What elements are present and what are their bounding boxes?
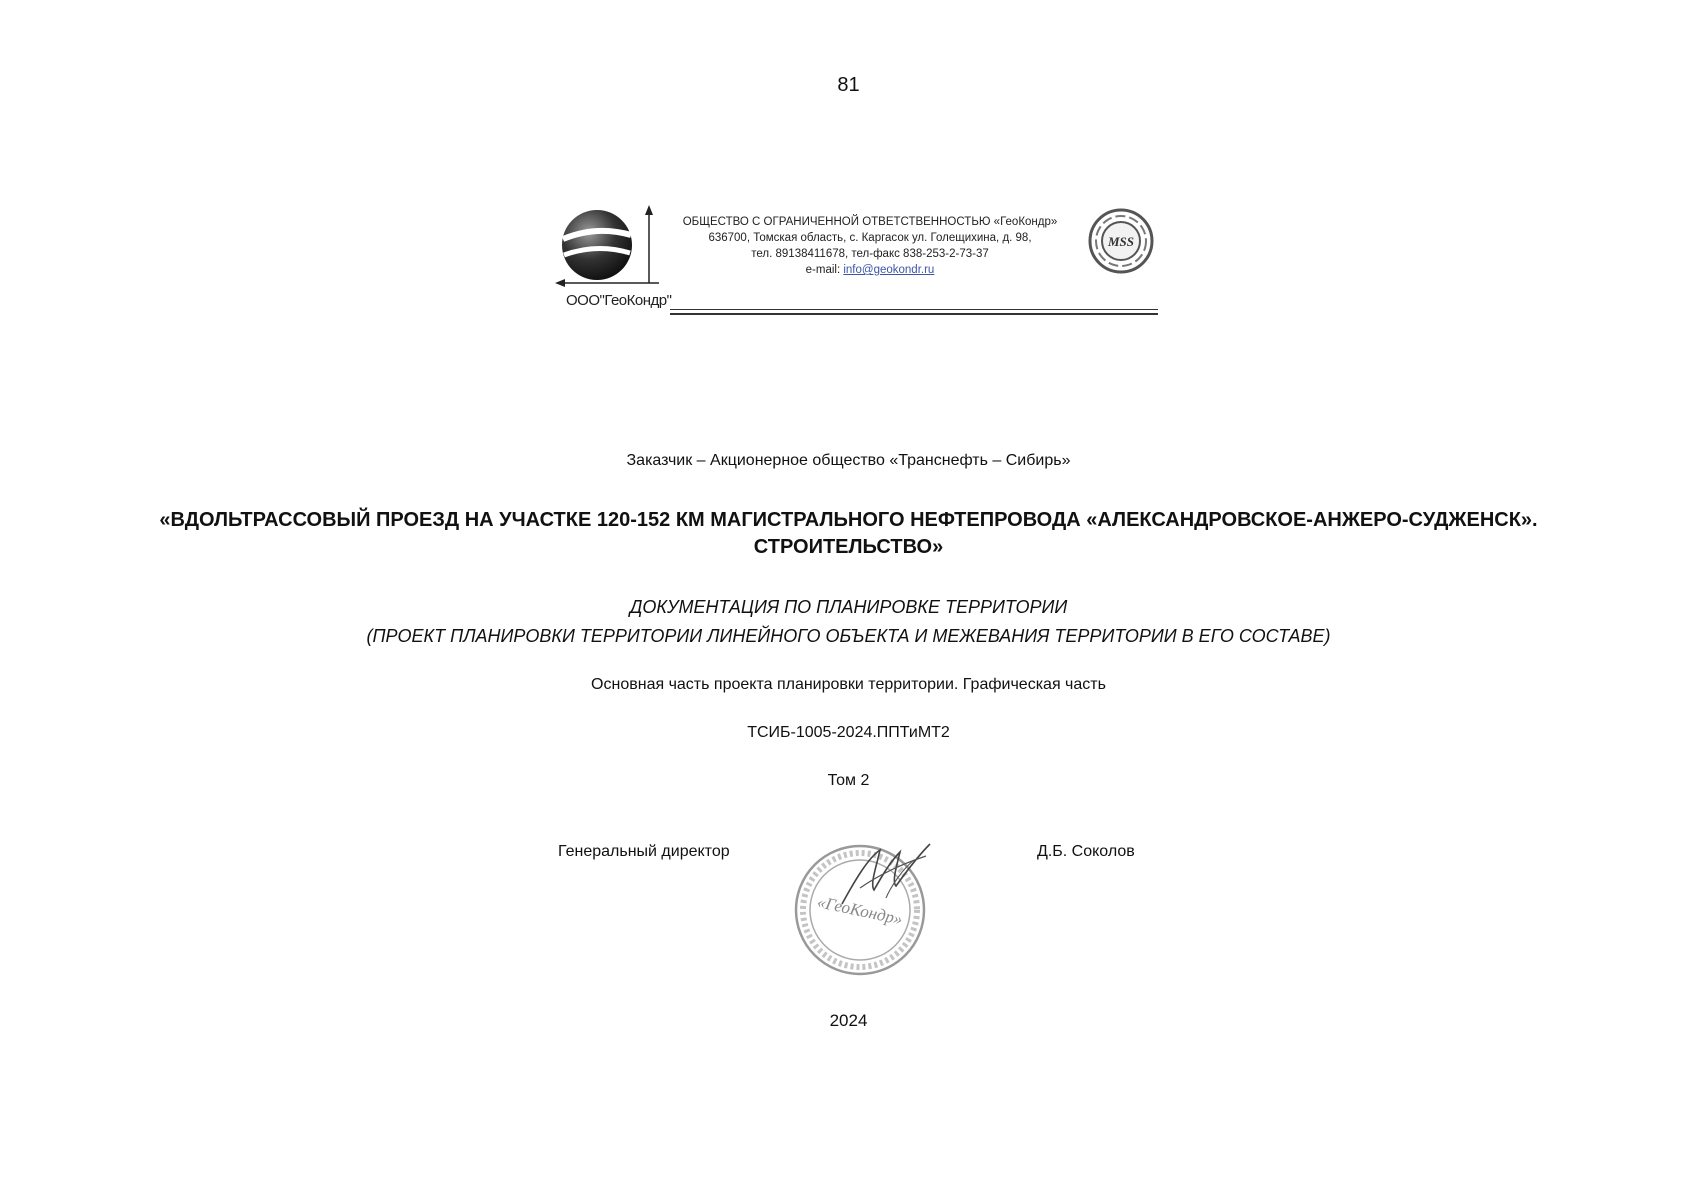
page-number: 81 — [837, 74, 860, 96]
document-type: ДОКУМЕНТАЦИЯ ПО ПЛАНИРОВКЕ ТЕРРИТОРИИ — [629, 597, 1068, 617]
stamp-text: «ГеоКондр» — [815, 892, 905, 929]
customer-line: Заказчик – Акционерное общество «Транснефть – Сибирь» — [626, 452, 1071, 469]
company-info — [680, 214, 1060, 278]
mss-certification-logo-icon — [1087, 207, 1155, 275]
company-name: ОБЩЕСТВО С ОГРАНИЧЕННОЙ ОТВЕТСТВЕННОСТЬЮ «ГеоКондр» — [682, 216, 1058, 228]
mss-logo-text: MSS — [1107, 234, 1135, 249]
company-phones: тел. 89138411678, тел-факс 838-253-2-73-37 — [751, 248, 989, 260]
project-title-line-1: «ВДОЛЬТРАССОВЫЙ ПРОЕЗД НА УЧАСТКЕ 120-152 КМ МАГИСТРАЛЬНОГО НЕФТЕПРОВОДА «АЛЕКСАНДРОВСКОЕ-АНЖЕРО-СУДЖЕНСК». — [159, 509, 1538, 531]
email-link[interactable]: info@geokondr.ru — [843, 264, 935, 276]
volume-label: Том 2 — [827, 772, 870, 789]
email-label: e-mail: — [805, 264, 844, 276]
document-part: Основная часть проекта планировки территории. Графическая часть — [591, 676, 1106, 693]
document-subtype: (ПРОЕКТ ПЛАНИРОВКИ ТЕРРИТОРИИ ЛИНЕЙНОГО ОБЪЕКТА И МЕЖЕВАНИЯ ТЕРРИТОРИИ В ЕГО СОСТАВЕ) — [366, 626, 1331, 646]
document-year: 2024 — [829, 1011, 868, 1030]
signer-position: Генеральный директор — [558, 843, 730, 860]
logo-caption: ООО"ГеоКондр" — [566, 292, 672, 309]
company-address: 636700, Томская область, с. Каргасок ул. Голещихина, д. 98, — [708, 232, 1032, 244]
project-title — [0, 507, 1697, 561]
company-email-line — [680, 262, 1060, 278]
document-code: ТСИБ-1005-2024.ППТиМТ2 — [747, 724, 950, 741]
signer-name: Д.Б. Соколов — [1037, 843, 1135, 860]
letterhead-rule — [670, 309, 1158, 315]
project-title-line-2: СТРОИТЕЛЬСТВО» — [753, 536, 944, 558]
handwritten-signature-icon — [830, 838, 940, 908]
